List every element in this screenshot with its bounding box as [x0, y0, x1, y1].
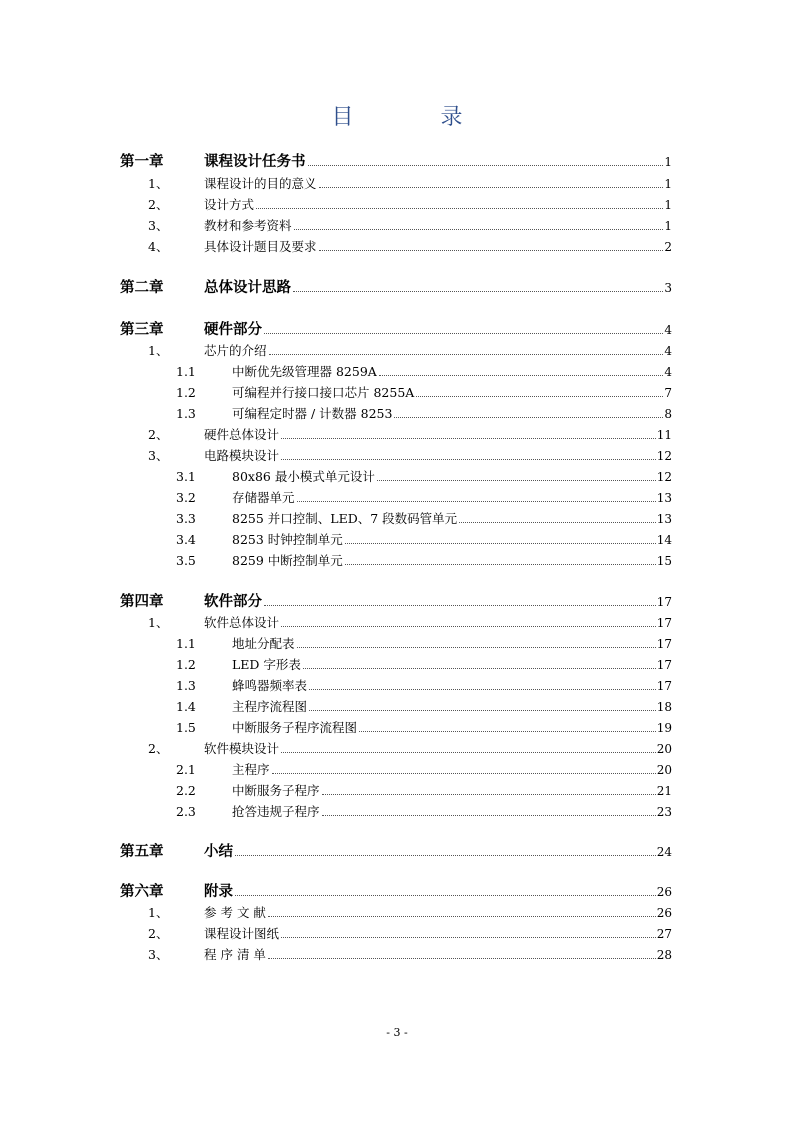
- toc-entry-page: 4: [664, 344, 672, 358]
- toc-entry-sec[interactable]: [120, 235, 672, 255]
- toc-entry-page: 20: [656, 763, 672, 777]
- toc-leader-dots: [319, 250, 664, 251]
- toc-entry-page: 1: [664, 155, 672, 169]
- toc-entry-page: 14: [656, 533, 672, 547]
- toc-entry-sub[interactable]: [120, 716, 672, 736]
- toc-entry-page: 26: [656, 906, 672, 920]
- toc-entry-label: 软件部分: [204, 594, 262, 610]
- toc-entry-chapter[interactable]: [120, 150, 672, 170]
- toc-leader-dots: [235, 895, 656, 896]
- toc-entry-number: 2、: [148, 926, 169, 941]
- toc-entry-label: LED 字形表: [232, 657, 301, 672]
- toc-entry-number: 1、: [148, 176, 169, 191]
- toc-entry-page: 8: [664, 407, 672, 421]
- toc-entry-sub[interactable]: [120, 632, 672, 652]
- toc-entry-sec[interactable]: [120, 193, 672, 213]
- page-number: - 3 -: [386, 1026, 408, 1039]
- toc-entry-number: 第五章: [120, 844, 164, 860]
- toc-entry-label: 硬件总体设计: [204, 427, 280, 442]
- toc-entry-sec[interactable]: [120, 943, 672, 963]
- toc-entry-page: 7: [664, 386, 672, 400]
- toc-entry-number: 1.1: [176, 364, 196, 379]
- toc-entry-label: 总体设计思路: [204, 280, 291, 296]
- toc-entry-label: 小结: [204, 844, 233, 860]
- toc-leader-dots: [416, 396, 663, 397]
- toc-entry-number: 3.2: [176, 490, 196, 505]
- toc-entry-sub[interactable]: [120, 549, 672, 569]
- toc-entry-chapter[interactable]: [120, 276, 672, 296]
- toc-entry-label: 抢答违规子程序: [232, 804, 320, 819]
- toc-leader-dots: [294, 229, 664, 230]
- toc-entry-number: 2.3: [176, 804, 196, 819]
- toc-leader-dots: [345, 564, 656, 565]
- toc-entry-page: 18: [656, 700, 672, 714]
- toc-entry-page: 24: [656, 845, 672, 859]
- toc-entry-label: 主程序: [232, 762, 270, 777]
- toc-entry-label: 具体设计题目及要求: [204, 239, 317, 254]
- toc-leader-dots: [297, 501, 656, 502]
- toc-entry-label: 中断优先级管理器 8259A: [232, 364, 377, 379]
- toc-leader-dots: [281, 752, 656, 753]
- toc-leader-dots: [264, 605, 656, 606]
- toc-leader-dots: [281, 459, 656, 460]
- toc-entry-label: 8253 时钟控制单元: [232, 532, 343, 547]
- toc-leader-dots: [319, 187, 664, 188]
- toc-entry-number: 3.4: [176, 532, 196, 547]
- toc-entry-page: 17: [656, 637, 672, 651]
- toc-entry-number: 1.1: [176, 636, 196, 651]
- toc-entry-sec[interactable]: [120, 423, 672, 443]
- toc-leader-dots: [256, 208, 663, 209]
- toc-entry-chapter[interactable]: [120, 840, 672, 860]
- toc-entry-sub[interactable]: [120, 360, 672, 380]
- toc-entry-page: 17: [656, 658, 672, 672]
- toc-entry-label: 软件总体设计: [204, 615, 280, 630]
- toc-entry-number: 3、: [148, 448, 169, 463]
- toc-entry-number: 第三章: [120, 322, 164, 338]
- toc-entry-sub[interactable]: [120, 486, 672, 506]
- toc-entry-page: 17: [656, 679, 672, 693]
- toc-leader-dots: [309, 710, 656, 711]
- toc-entry-sec[interactable]: [120, 444, 672, 464]
- toc-entry-sec[interactable]: [120, 922, 672, 942]
- toc-entry-number: 3.5: [176, 553, 196, 568]
- toc-leader-dots: [235, 855, 656, 856]
- toc-leader-dots: [394, 417, 663, 418]
- toc-entry-number: 2、: [148, 741, 169, 756]
- toc-entry-sec[interactable]: [120, 339, 672, 359]
- toc-entry-number: 2.2: [176, 783, 196, 798]
- toc-leader-dots: [303, 668, 656, 669]
- toc-entry-label: 程 序 清 单: [204, 947, 266, 962]
- toc-entry-page: 19: [656, 721, 672, 735]
- toc-entry-label: 8255 并口控制、LED、7 段数码管单元: [232, 511, 458, 526]
- toc-entry-chapter[interactable]: [120, 880, 672, 900]
- toc-entry-label: 可编程并行接口接口芯片 8255A: [232, 385, 415, 400]
- toc-entry-number: 2、: [148, 197, 169, 212]
- toc-entry-label: 教材和参考资料: [204, 218, 292, 233]
- toc-entry-sub[interactable]: [120, 779, 672, 799]
- toc-entry-sec[interactable]: [120, 172, 672, 192]
- toc-entry-number: 1.2: [176, 657, 196, 672]
- toc-entry-page: 13: [656, 491, 672, 505]
- toc-leader-dots: [379, 375, 664, 376]
- toc-entry-label: 主程序流程图: [232, 699, 308, 714]
- toc-entry-label: 课程设计的目的意义: [204, 176, 317, 191]
- toc-entry-sec[interactable]: [120, 611, 672, 631]
- toc-entry-page: 26: [656, 885, 672, 899]
- toc-entry-page: 1: [664, 198, 672, 212]
- toc-entry-label: 地址分配表: [232, 636, 295, 651]
- toc-entry-page: 23: [656, 805, 672, 819]
- toc-entry-sub[interactable]: [120, 465, 672, 485]
- toc-entry-sub[interactable]: [120, 653, 672, 673]
- toc-entry-number: 第二章: [120, 280, 164, 296]
- toc-entry-label: 可编程定时器 / 计数器 8253: [232, 406, 393, 421]
- toc-entry-number: 第四章: [120, 594, 164, 610]
- toc-leader-dots: [459, 522, 656, 523]
- toc-entry-number: 1.4: [176, 699, 196, 714]
- toc-leader-dots: [268, 916, 656, 917]
- toc-entry-page: 17: [656, 595, 672, 609]
- toc-entry-chapter[interactable]: [120, 318, 672, 338]
- toc-entry-number: 1.5: [176, 720, 196, 735]
- toc-entry-sub[interactable]: [120, 507, 672, 527]
- toc-entry-number: 1、: [148, 905, 169, 920]
- toc-entry-label: 软件模块设计: [204, 741, 280, 756]
- toc-entry-sub[interactable]: [120, 402, 672, 422]
- toc-entry-label: 电路模块设计: [204, 448, 280, 463]
- toc-entry-label: 芯片的介绍: [204, 343, 267, 358]
- toc-entry-page: 2: [664, 240, 672, 254]
- toc-entry-page: 4: [664, 365, 672, 379]
- toc-leader-dots: [268, 958, 656, 959]
- toc-entry-page: 27: [656, 927, 672, 941]
- toc-entry-number: 1、: [148, 343, 169, 358]
- toc-entry-number: 3.1: [176, 469, 196, 484]
- toc-leader-dots: [281, 937, 656, 938]
- toc-entry-label: 课程设计任务书: [204, 154, 306, 170]
- toc-entry-sub[interactable]: [120, 695, 672, 715]
- toc-entry-page: 12: [656, 449, 672, 463]
- toc-leader-dots: [322, 794, 656, 795]
- toc-leader-dots: [269, 354, 664, 355]
- toc-leader-dots: [377, 480, 656, 481]
- toc-entry-label: 课程设计图纸: [204, 926, 280, 941]
- toc-entry-page: 17: [656, 616, 672, 630]
- toc-entry-number: 1.3: [176, 678, 196, 693]
- toc-entry-number: 4、: [148, 239, 169, 254]
- toc-entry-page: 21: [656, 784, 672, 798]
- toc-entry-number: 3、: [148, 947, 169, 962]
- toc-entry-number: 1、: [148, 615, 169, 630]
- toc-entry-page: 4: [664, 323, 672, 337]
- toc-entry-number: 1.3: [176, 406, 196, 421]
- toc-entry-label: 中断服务子程序流程图: [232, 720, 358, 735]
- toc-entry-label: 设计方式: [204, 197, 255, 212]
- toc-entry-chapter[interactable]: [120, 590, 672, 610]
- toc-entry-label: 中断服务子程序: [232, 783, 320, 798]
- toc-entry-label: 参 考 文 献: [204, 905, 266, 920]
- toc-entry-sub[interactable]: [120, 381, 672, 401]
- toc-leader-dots: [264, 333, 663, 334]
- toc-entry-number: 2.1: [176, 762, 196, 777]
- toc-entry-number: 3.3: [176, 511, 196, 526]
- toc-entry-number: 2、: [148, 427, 169, 442]
- toc-entry-sec[interactable]: [120, 737, 672, 757]
- toc-leader-dots: [308, 165, 664, 166]
- toc-entry-number: 第一章: [120, 154, 164, 170]
- toc-entry-label: 存储器单元: [232, 490, 295, 505]
- toc-entry-label: 附录: [204, 884, 233, 900]
- toc-entry-page: 11: [656, 428, 672, 442]
- toc-entry-page: 15: [656, 554, 672, 568]
- toc-entry-page: 12: [656, 470, 672, 484]
- toc-entry-page: 28: [656, 948, 672, 962]
- toc-leader-dots: [322, 815, 656, 816]
- toc-entry-sub[interactable]: [120, 758, 672, 778]
- toc-entry-sub[interactable]: [120, 528, 672, 548]
- toc-entry-label: 硬件部分: [204, 322, 262, 338]
- toc-entry-label: 80x86 最小模式单元设计: [232, 469, 375, 484]
- toc-entry-sec[interactable]: [120, 901, 672, 921]
- toc-entry-number: 3、: [148, 218, 169, 233]
- toc-entry-page: 20: [656, 742, 672, 756]
- toc-entry-number: 第六章: [120, 884, 164, 900]
- toc-title: 目 录: [331, 105, 503, 130]
- toc-entry-sub[interactable]: [120, 674, 672, 694]
- toc-leader-dots: [345, 543, 656, 544]
- toc-leader-dots: [293, 291, 663, 292]
- toc-entry-page: 1: [664, 219, 672, 233]
- toc-leader-dots: [281, 438, 656, 439]
- toc-entry-page: 3: [664, 281, 672, 295]
- toc-leader-dots: [359, 731, 656, 732]
- toc-entry-page: 13: [656, 512, 672, 526]
- toc-entry-sec[interactable]: [120, 214, 672, 234]
- toc-leader-dots: [309, 689, 656, 690]
- toc-entry-number: 1.2: [176, 385, 196, 400]
- toc-entry-label: 蜂鸣器频率表: [232, 678, 308, 693]
- toc-entry-page: 1: [664, 177, 672, 191]
- toc-leader-dots: [272, 773, 656, 774]
- toc-entry-label: 8259 中断控制单元: [232, 553, 343, 568]
- toc-leader-dots: [281, 626, 656, 627]
- toc-entry-sub[interactable]: [120, 800, 672, 820]
- toc-leader-dots: [297, 647, 656, 648]
